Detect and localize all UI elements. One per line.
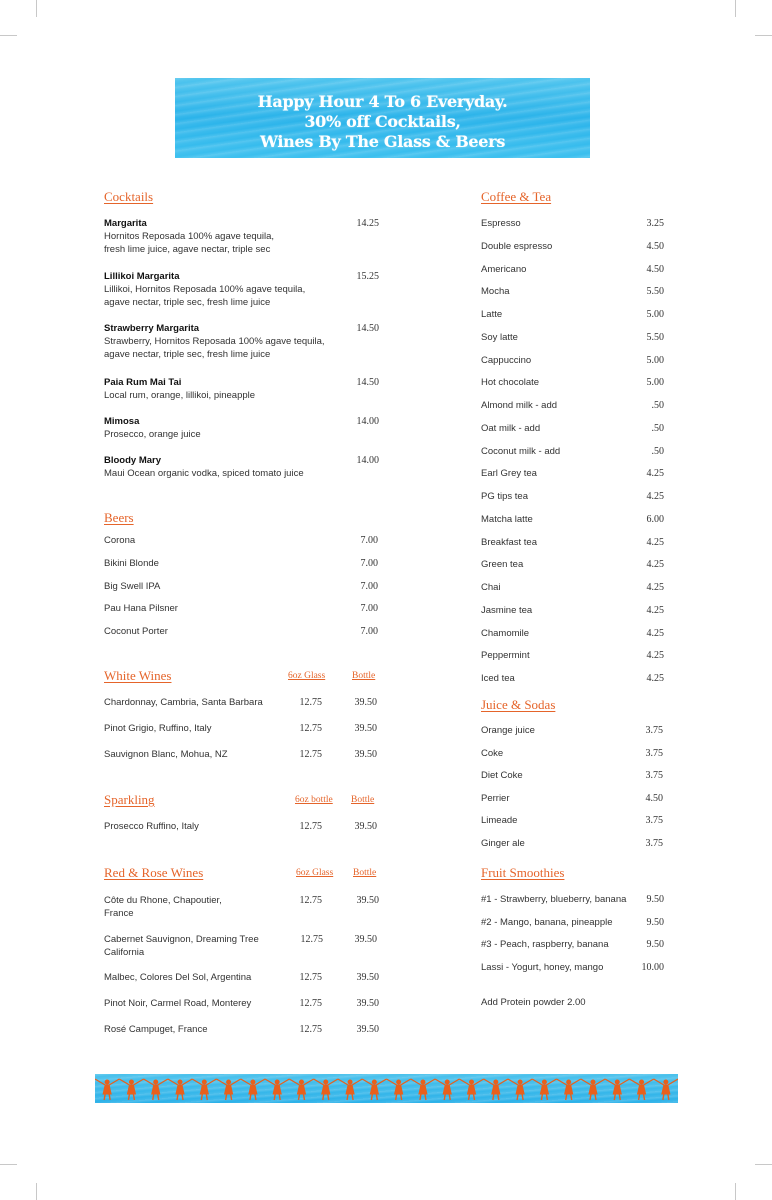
bottle-price: 39.50: [354, 723, 377, 734]
item-price: 4.25: [646, 559, 664, 571]
item-price: 4.25: [646, 604, 664, 616]
item-name: #1 - Strawberry, blueberry, banana: [481, 894, 627, 905]
section-title-juice-sodas: Juice & Sodas: [481, 697, 556, 712]
item-name: Coconut Porter: [104, 626, 168, 637]
menu-item: [104, 933, 259, 959]
item-name: Green tea: [481, 559, 524, 571]
item-name: Oat milk - add: [481, 422, 541, 434]
glass-price: 12.75: [300, 934, 323, 945]
item-name: Jasmine tea: [481, 604, 533, 616]
item-price: 9.50: [646, 916, 664, 928]
item-name: Prosecco Ruffino, Italy: [104, 821, 199, 832]
item-price: 4.50: [646, 240, 664, 252]
column-header-bottle: Bottle: [352, 671, 376, 681]
glass-price: 12.75: [299, 895, 322, 906]
menu-item: [104, 415, 201, 441]
item-price: 7.00: [360, 535, 378, 546]
item-name: Chai: [481, 582, 501, 593]
item-name: Perrier: [481, 792, 510, 804]
item-name: Chamomile: [481, 627, 530, 639]
item-price: .50: [651, 445, 664, 457]
section-title-fruit-smoothies: Fruit Smoothies: [481, 865, 565, 880]
banner-line: Wines By The Glass & Beers: [259, 132, 506, 151]
item-price: 5.00: [646, 309, 664, 320]
item-price: 4.25: [646, 627, 664, 639]
footer-decoration-band: [95, 1074, 678, 1103]
dancing-figure-icon: [557, 1079, 581, 1100]
item-name: Corona: [104, 535, 136, 546]
item-desc: Local rum, orange, lillikoi, pineapple: [104, 390, 256, 401]
item-name: Limeade: [481, 815, 518, 827]
item-name: Coke: [481, 747, 504, 759]
column-header-glass: 6oz Glass: [296, 868, 334, 878]
item-price: 10.00: [641, 961, 664, 973]
column-header-bottle: Bottle: [353, 868, 377, 878]
item-name: Margarita: [104, 218, 147, 229]
menu-item: [104, 322, 325, 361]
item-name: Ginger ale: [481, 838, 525, 849]
crop-mark: [735, 0, 736, 17]
item-price: 4.25: [646, 673, 664, 684]
column-header-glass: 6oz bottle: [295, 795, 333, 805]
dancing-figure-icon: [314, 1079, 338, 1100]
dancing-figure-icon: [95, 1079, 119, 1100]
item-name: Bikini Blonde: [104, 558, 159, 569]
protein-note: Add Protein powder 2.00: [481, 997, 586, 1008]
bottle-price: 39.50: [356, 972, 379, 983]
dancing-figure-icon: [338, 1079, 362, 1100]
dancing-figure-icon: [119, 1079, 143, 1100]
banner-line: Happy Hour 4 To 6 Everyday.: [257, 92, 508, 111]
item-price: 3.75: [645, 838, 663, 849]
item-name: Cabernet Sauvignon, Dreaming Tree: [104, 934, 259, 945]
item-price: 4.25: [646, 582, 664, 593]
bottle-price: 39.50: [354, 821, 377, 832]
item-desc: Lillikoi, Hornitos Reposada 100% agave tequila,: [104, 284, 306, 295]
glass-price: 12.75: [299, 972, 322, 983]
item-name: Pau Hana Pilsner: [104, 603, 178, 614]
item-name: Côte du Rhone, Chapoutier,: [104, 895, 222, 906]
happy-hour-banner: [175, 78, 590, 158]
section-title-red-wines: Red & Rose Wines: [104, 865, 204, 880]
item-name-line2: France: [104, 908, 134, 919]
item-price: 14.25: [356, 218, 379, 229]
item-name: Soy latte: [481, 331, 518, 343]
item-name: Latte: [481, 309, 503, 320]
item-price: 5.50: [646, 286, 664, 298]
dancing-figure-icon: [435, 1079, 459, 1100]
column-header-bottle: Bottle: [351, 795, 375, 805]
item-name: Pinot Noir, Carmel Road, Monterey: [104, 998, 252, 1009]
item-price: 3.75: [645, 770, 663, 782]
dancing-figure-icon: [192, 1079, 216, 1100]
item-name: #2 - Mango, banana, pineapple: [481, 916, 613, 928]
section-title-white-wines: White Wines: [104, 668, 172, 683]
section-title-coffee-tea: Coffee & Tea: [481, 189, 552, 204]
item-price: 5.50: [646, 331, 664, 343]
menu-item: [104, 376, 255, 402]
item-name: PG tips tea: [481, 491, 528, 502]
item-name: Iced tea: [481, 673, 515, 684]
item-name: Mimosa: [104, 416, 140, 427]
item-price: 15.25: [356, 271, 379, 282]
item-name: Lassi - Yogurt, honey, mango: [481, 961, 604, 973]
item-name: Peppermint: [481, 650, 530, 662]
crop-mark: [0, 35, 17, 36]
item-name: Almond milk - add: [481, 400, 558, 411]
dancing-figure-icon: [654, 1079, 678, 1100]
item-name: Lillikoi Margarita: [104, 271, 180, 282]
crop-mark: [36, 0, 37, 17]
item-price: 9.50: [646, 939, 664, 950]
dancing-figure-icon: [241, 1079, 265, 1100]
item-price: 14.50: [356, 377, 379, 388]
dancing-figures-illustration: [95, 1074, 678, 1103]
item-price: 14.50: [356, 323, 379, 334]
dancing-figure-icon: [459, 1079, 483, 1100]
item-price: 3.75: [645, 725, 663, 736]
crop-mark: [755, 1164, 772, 1165]
section-title-sparkling: Sparkling: [104, 792, 155, 807]
dancing-figure-icon: [216, 1079, 240, 1100]
bottle-price: 39.50: [356, 998, 379, 1009]
item-name: Paia Rum Mai Tai: [104, 377, 182, 388]
section-title-cocktails: Cocktails: [104, 189, 154, 204]
dancing-figure-icon: [411, 1079, 435, 1100]
item-name: Coconut milk - add: [481, 445, 561, 457]
bottle-price: 39.50: [354, 749, 377, 760]
crop-mark: [755, 35, 772, 36]
item-name: Malbec, Colores Del Sol, Argentina: [104, 972, 252, 983]
dancing-figure-icon: [362, 1079, 386, 1100]
dancing-figure-icon: [387, 1079, 411, 1100]
item-price: 7.00: [360, 603, 378, 614]
dancing-figure-icon: [144, 1079, 168, 1100]
bottle-price: 39.50: [354, 934, 377, 945]
item-name-line2: California: [104, 947, 145, 958]
item-price: 4.25: [646, 650, 664, 662]
dancing-figure-icon: [508, 1079, 532, 1100]
glass-price: 12.75: [299, 723, 322, 734]
item-name: Hot chocolate: [481, 377, 540, 389]
item-price: .50: [651, 400, 664, 411]
item-price: 4.50: [645, 792, 663, 804]
dancing-figure-icon: [484, 1079, 508, 1100]
item-price: 9.50: [646, 894, 664, 905]
item-name: Orange juice: [481, 725, 535, 736]
item-name: Diet Coke: [481, 770, 523, 782]
item-price: 3.25: [646, 218, 664, 229]
menu-item: [104, 270, 305, 309]
column-header-glass: 6oz Glass: [288, 671, 326, 681]
item-name: Strawberry Margarita: [104, 323, 200, 334]
menu-item: [104, 454, 304, 480]
crop-mark: [735, 1183, 736, 1200]
item-price: 14.00: [356, 416, 379, 427]
glass-price: 12.75: [299, 821, 322, 832]
item-desc: Prosecco, orange juice: [104, 429, 201, 440]
item-desc: Strawberry, Hornitos Reposada 100% agave tequila,: [104, 336, 325, 347]
item-name: Cappuccino: [481, 354, 532, 366]
item-desc: fresh lime juice, agave nectar, triple sec: [104, 244, 271, 255]
item-name: Rosé Campuget, France: [104, 1024, 208, 1035]
item-name: Big Swell IPA: [104, 581, 161, 592]
dancing-figure-icon: [289, 1079, 313, 1100]
dancing-figure-icon: [629, 1079, 653, 1100]
section-title-beers: Beers: [104, 510, 134, 525]
item-price: 4.25: [646, 468, 664, 480]
menu-item: [104, 217, 274, 256]
bottle-price: 39.50: [356, 895, 379, 906]
banner-line: 30% off Cocktails,: [304, 112, 461, 131]
item-price: 7.00: [360, 581, 378, 592]
item-price: 3.75: [645, 815, 663, 827]
item-price: 3.75: [645, 747, 663, 759]
item-name: Mocha: [481, 286, 510, 298]
menu-item: [104, 894, 222, 920]
item-desc: Hornitos Reposada 100% agave tequila,: [104, 231, 275, 242]
item-name: Chardonnay, Cambria, Santa Barbara: [104, 697, 263, 708]
item-price: .50: [651, 422, 664, 434]
item-price: 14.00: [356, 455, 379, 466]
crop-mark: [0, 1164, 17, 1165]
glass-price: 12.75: [299, 749, 322, 760]
dancing-figure-icon: [605, 1079, 629, 1100]
item-price: 5.00: [646, 354, 664, 366]
crop-mark: [36, 1183, 37, 1200]
item-desc: agave nectar, triple sec, fresh lime juice: [104, 349, 271, 360]
glass-price: 12.75: [299, 697, 322, 708]
dancing-figure-icon: [265, 1079, 289, 1100]
item-price: 7.00: [360, 558, 378, 569]
item-price: 4.50: [646, 263, 664, 275]
item-name: Double espresso: [481, 240, 553, 252]
item-name: #3 - Peach, raspberry, banana: [481, 939, 609, 950]
item-name: Bloody Mary: [104, 455, 162, 466]
item-price: 4.25: [646, 536, 664, 548]
item-desc: agave nectar, triple sec, fresh lime juice: [104, 297, 271, 308]
item-name: Espresso: [481, 218, 521, 229]
bottle-price: 39.50: [356, 1024, 379, 1035]
item-desc: Maui Ocean organic vodka, spiced tomato juice: [104, 468, 304, 479]
item-price: 4.25: [646, 491, 664, 502]
item-name: Matcha latte: [481, 513, 533, 525]
item-price: 6.00: [646, 513, 664, 525]
item-name: Americano: [481, 263, 527, 275]
glass-price: 12.75: [299, 1024, 322, 1035]
item-price: 7.00: [360, 626, 378, 637]
glass-price: 12.75: [299, 998, 322, 1009]
dancing-figure-icon: [581, 1079, 605, 1100]
bottle-price: 39.50: [354, 697, 377, 708]
dancing-figure-icon: [168, 1079, 192, 1100]
item-name: Pinot Grigio, Ruffino, Italy: [104, 723, 212, 734]
item-price: 5.00: [646, 377, 664, 389]
item-name: Breakfast tea: [481, 536, 537, 548]
item-name: Earl Grey tea: [481, 468, 537, 480]
item-name: Sauvignon Blanc, Mohua, NZ: [104, 749, 228, 760]
dancing-figure-icon: [532, 1079, 556, 1100]
